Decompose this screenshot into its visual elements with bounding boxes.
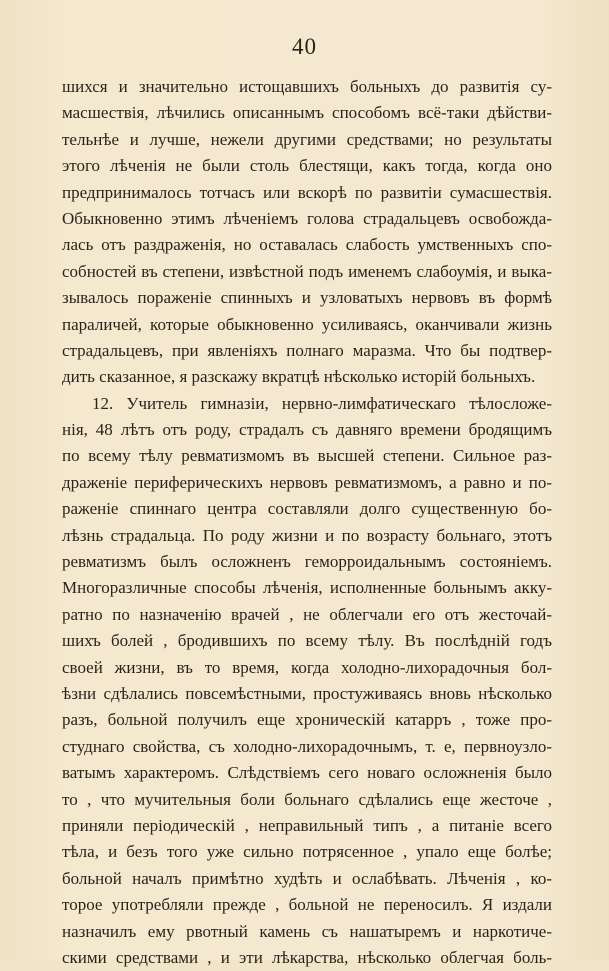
- text-line: больной началъ примѣтно худѣть и ослабѣвать. Лѣченія , ко-: [62, 868, 552, 888]
- text-line: Обыкновенно этимъ лѣченіемъ голова страдальцевъ освобождa-: [62, 208, 552, 228]
- text-line: дить сказанное, я разскажу вкратцѣ нѣсколько исторій больныхъ.: [62, 367, 536, 387]
- paragraph-start-line: 12. Учитель гимназіи, нервно-лимфатическаго тѣлосложе-: [92, 393, 552, 413]
- text-line: лась отъ раздраженія, но оставалась слабость умственныхъ спо-: [62, 235, 552, 255]
- text-line: ватымъ характеромъ. Слѣдствіемъ сего новаго осложненія было: [62, 763, 552, 783]
- text-line: ратно по назначенію врачей , не облегчали его отъ жесточай-: [62, 604, 552, 624]
- text-line: нія, 48 лѣтъ отъ роду, страдалъ съ давняго времени бродящимъ: [62, 420, 552, 440]
- text-line: назначилъ ему рвотный камень съ нашатыремъ и наркотиче-: [62, 921, 552, 941]
- text-line: ѣзни сдѣлались повсемѣстными, простуживаясь вновь нѣсколько: [62, 683, 552, 703]
- text-line: этого лѣченія не были столь блестящи, какъ тогда, когда оно: [62, 156, 552, 176]
- text-line: собностей въ степени, извѣстной подъ именемъ слабоумія, и выка-: [62, 261, 552, 281]
- text-line: своей жизни, въ то время, когда холодно-лихорадочныя бол-: [62, 657, 552, 677]
- text-line: по всему тѣлу ревматизмомъ въ высшей степени. Сильное раз-: [62, 446, 552, 466]
- text-line: Многоразличные способы лѣченія, исполненные больнымъ акку-: [62, 578, 552, 598]
- text-line: тѣла, и безъ того уже сильно потрясенное , упало еще болѣе;: [62, 842, 552, 862]
- text-line: шихъ болей , бродившихъ по всему тѣлу. Въ послѣдній годъ: [62, 631, 552, 651]
- body-text: [62, 74, 552, 971]
- text-line: скими средствами , и эти лѣкарства, нѣсколько облегчая боль-: [62, 947, 552, 967]
- text-line: студнаго свойства, съ холодно-лихорадочнымъ, т. е, первноузло-: [62, 736, 552, 756]
- text-line: приняли періодическій , неправильный типъ , а питаніе всего: [62, 815, 552, 835]
- text-line: торое употребляли прежде , больной не переносилъ. Я издали: [62, 895, 552, 915]
- text-line: шихся и значительно истощавшихъ больныхъ до развитія су-: [62, 77, 552, 96]
- text-line: то , что мучительныя боли больнаго сдѣлались еще жесточе ,: [62, 789, 552, 809]
- text-line: зывалось пораженіе спинныхъ и узловатыхъ нервовъ въ формѣ: [62, 288, 552, 308]
- text-line: драженіе периферическихъ нервовъ ревматизмомъ, а равно и по-: [62, 472, 552, 492]
- text-line: параличей, которые обыкновенно усиливаясь, оканчивали жизнь: [62, 314, 552, 334]
- text-line: предпринималось тотчасъ или вскорѣ по развитіи сумасшествія.: [62, 182, 552, 202]
- text-line: раженіе спиннаго центра составляли долго существенную бо-: [62, 499, 552, 519]
- text-line: разъ, больной получилъ еще хроническій катарръ , тоже про-: [62, 710, 552, 730]
- text-line: страдальцевъ, при явленіяхъ полнаго маразма. Что бы подтвер-: [62, 340, 552, 360]
- text-line: лѣзнь страдальца. По роду жизни и по возрасту больнаго, этотъ: [62, 525, 552, 545]
- text-line: масшествія, лѣчились описаннымъ способомъ всё-таки дѣйстви-: [62, 103, 552, 123]
- page-number: 40: [292, 34, 317, 59]
- text-line: ревматизмъ былъ осложненъ геморроидальнымъ состояніемъ.: [62, 552, 552, 572]
- text-line: тельнѣе и лучше, нежели другими средствами; но результаты: [62, 129, 552, 149]
